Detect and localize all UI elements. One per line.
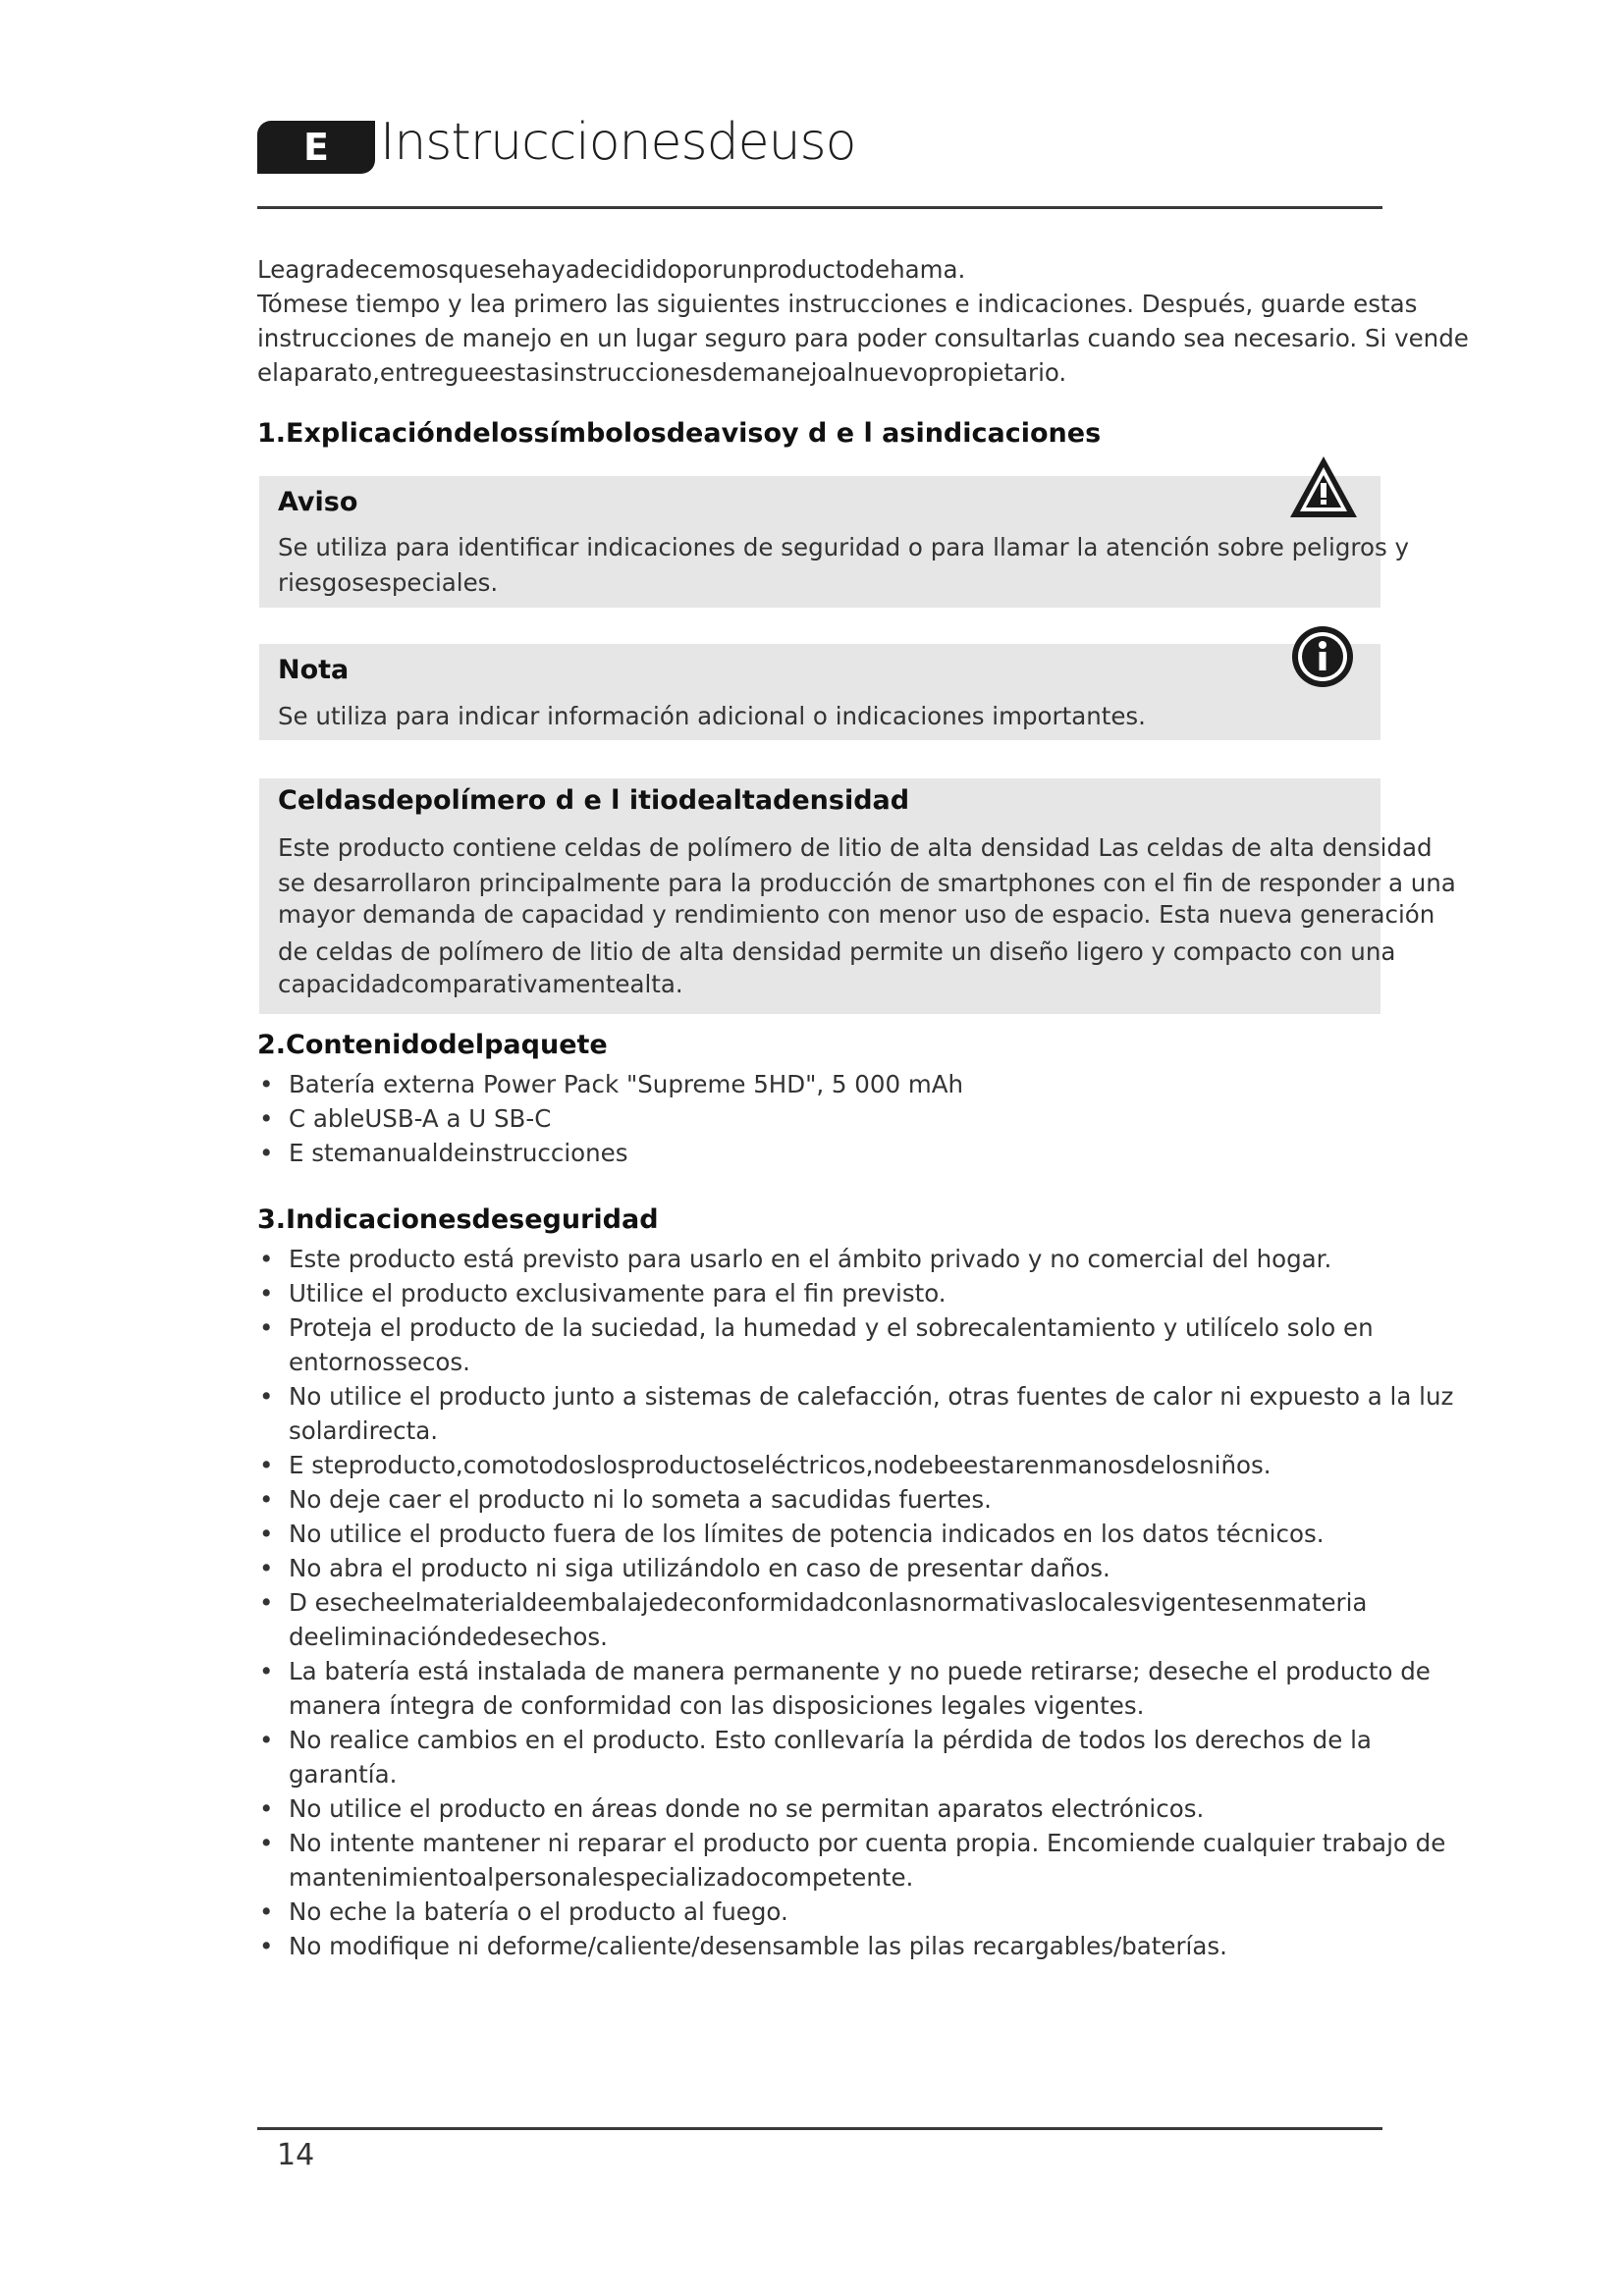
list-item-text: • No deje caer el producto ni lo someta a sacudidas fuertes. [289,1485,992,1514]
aviso-line-1: Se utiliza para identificar indicaciones de seguridad o para llamar la atención sobre peligros y [278,533,1409,561]
list-item [257,1585,1396,1654]
warning-triangle-icon [1288,454,1359,520]
list-item-text-continued: solardirecta. [289,1416,439,1445]
list-item-text: • D esecheelmaterialdeembalajedeconformidadconlasnormativaslocalesvigentesenmateria [289,1588,1368,1617]
list-item-text-continued: garantía. [289,1760,398,1789]
nota-line-1: Se utiliza para indicar información adicional o indicaciones importantes. [278,702,1146,730]
list-item-text-continued: mantenimientoalpersonalespecializadocompetente. [289,1863,914,1892]
language-badge [257,121,375,174]
intro-line-1: Leagradecemosquesehayadecididoporunproductodehama. [257,255,966,284]
aviso-line-2: riesgosespeciales. [278,568,499,597]
list-item [257,1826,1446,1895]
list-item-text-continued: entornossecos. [289,1348,470,1376]
list-item [257,1723,1396,1791]
list-item [257,1136,1396,1170]
celdas-line-5: capacidadcomparativamentealta. [278,970,683,998]
list-item [257,1517,1396,1551]
list-item-text: E stemanualdeinstrucciones [289,1139,628,1167]
list-item [257,1448,1396,1482]
celdas-title: Celdasdepolímero d e l itiodealtadensidad [278,785,910,816]
nota-title: Nota [278,655,350,685]
list-item [257,1242,1396,1276]
section3-heading: 3.Indicacionesdeseguridad [257,1204,659,1235]
list-item-text: • Utilice el producto exclusivamente para el fin previsto. [289,1279,947,1308]
list-item-text: • No utilice el producto junto a sistemas de calefacción, otras fuentes de calor ni expuesto a la luz [289,1382,1454,1411]
list-item-text: • E steproducto,comotodoslosproductoseléctricos,nodebeestarenmanosdelosniños. [289,1451,1272,1479]
list-item-text: • No eche la batería o el producto al fuego. [289,1897,788,1926]
list-item [257,1379,1454,1448]
list-item [257,1929,1396,1963]
list-item [257,1276,1396,1310]
celdas-line-4: de celdas de polímero de litio de alta densidad permite un diseño ligero y compacto con una [278,937,1396,966]
intro-line-3: instrucciones de manejo en un lugar seguro para poder consultarlas cuando sea necesario. Si vende [257,324,1469,352]
footer-rule [257,2127,1382,2130]
celdas-line-1: Este producto contiene celdas de polímero de litio de alta densidad Las celdas de alta densidad [278,833,1433,862]
list-item-text: • No abra el producto ni siga utilizándolo en caso de presentar daños. [289,1554,1110,1582]
list-item-text-continued: manera íntegra de conformidad con las disposiciones legales vigentes. [289,1691,1145,1720]
list-item [257,1482,1396,1517]
page-number: 14 [277,2138,315,2172]
info-circle-icon [1290,624,1355,689]
header-rule [257,206,1382,209]
list-item [257,1895,1396,1929]
language-badge-label: E [303,126,329,169]
celdas-line-2: se desarrollaron principalmente para la producción de smartphones con el fin de responder a una [278,869,1456,897]
list-item-text: • No utilice el producto en áreas donde no se permitan aparatos electrónicos. [289,1794,1205,1823]
aviso-title: Aviso [278,487,358,517]
list-item-text-continued: deeliminacióndedesechos. [289,1623,608,1651]
list-item-text: • No intente mantener ni reparar el producto por cuenta propia. Encomiende cualquier trabajo de [289,1829,1446,1857]
list-item-text: • Este producto está previsto para usarlo en el ámbito privado y no comercial del hogar. [289,1245,1332,1273]
package-contents-list [257,1067,1396,1170]
celdas-line-3: mayor demanda de capacidad y rendimiento con menor uso de espacio. Esta nueva generación [278,900,1435,929]
list-item [257,1551,1396,1585]
list-item [257,1310,1396,1379]
list-item-text: Batería externa Power Pack "Supreme 5HD", 5 000 mAh [289,1070,964,1098]
list-item-text: C ableUSB-A a U SB-C [289,1104,552,1133]
list-item-text: • No utilice el producto fuera de los límites de potencia indicados en los datos técnicos. [289,1520,1325,1548]
list-item [257,1654,1431,1723]
list-item [257,1791,1396,1826]
intro-line-2: Tómese tiempo y lea primero las siguientes instrucciones e indicaciones. Después, guarde estas [257,290,1418,318]
list-item-text: • No realice cambios en el producto. Esto conllevaría la pérdida de todos los derechos de la [289,1726,1372,1754]
section2-heading: 2.Contenidodelpaquete [257,1030,608,1060]
safety-list [257,1242,1454,1963]
list-item [257,1101,1396,1136]
page-title: Instruccionesdeuso [380,113,856,172]
section1-heading: 1.Explicacióndelossímbolosdeavisoy d e l asindicaciones [257,418,1102,449]
list-item-text: • La batería está instalada de manera permanente y no puede retirarse; deseche el producto de [289,1657,1431,1685]
list-item-text: • No modifique ni deforme/caliente/desensamble las pilas recargables/baterías. [289,1932,1227,1960]
list-item [257,1067,1396,1101]
list-item-text: • Proteja el producto de la suciedad, la humedad y el sobrecalentamiento y utilícelo solo en [289,1313,1374,1342]
intro-line-4: elaparato,entregueestasinstruccionesdemanejoalnuevopropietario. [257,358,1067,387]
